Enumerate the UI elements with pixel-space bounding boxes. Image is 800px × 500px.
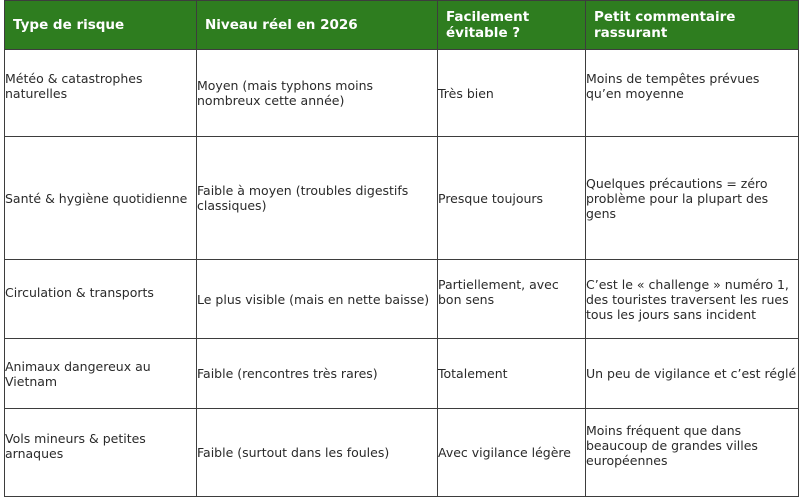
risk-table (4, 0, 799, 497)
table-header-row (5, 1, 799, 50)
risk-type-text: Santé & hygiène quotidienne (5, 190, 188, 206)
header-real-level: Niveau réel en 2026 (197, 1, 438, 50)
comment-text: Quelques précautions = zéro problème pour la plupart des gens (586, 175, 769, 221)
avoidable-text: Totalement (438, 366, 508, 381)
avoidable-cell (438, 339, 586, 409)
comment-cell (586, 137, 799, 260)
table-row (5, 339, 799, 409)
level-cell (197, 339, 438, 409)
table-row (5, 409, 799, 497)
comment-text: Moins de tempêtes prévues qu’en moyenne (586, 71, 760, 101)
risk-type-cell (5, 50, 197, 137)
comment-text: Moins fréquent que dans beaucoup de grandes villes européennes (586, 423, 758, 468)
risk-type-cell (5, 409, 197, 497)
header-comment: Petit commentaire rassurant (586, 1, 799, 50)
level-text: Faible à moyen (troubles digestifs classiques) (197, 183, 409, 213)
header-avoidable: Facilement évitable ? (438, 1, 586, 50)
risk-type-cell (5, 260, 197, 339)
risk-type-cell (5, 339, 197, 409)
comment-text: Un peu de vigilance et c’est réglé (586, 366, 797, 381)
avoidable-cell (438, 260, 586, 339)
level-cell (197, 260, 438, 339)
avoidable-cell (438, 409, 586, 497)
header-risk-type: Type de risque (5, 1, 197, 50)
risk-type-text: Vols mineurs & petites arnaques (5, 430, 146, 461)
risk-type-cell (5, 137, 197, 260)
table-row (5, 260, 799, 339)
avoidable-cell (438, 50, 586, 137)
level-cell (197, 409, 438, 497)
comment-cell (586, 260, 799, 339)
comment-cell (586, 409, 799, 497)
comment-text: C’est le « challenge » numéro 1, des touristes traversent les rues tous les jours sans incident (586, 276, 789, 322)
comment-cell (586, 339, 799, 409)
avoidable-text: Partiellement, avec bon sens (438, 277, 559, 307)
level-cell (197, 50, 438, 137)
table-row (5, 50, 799, 137)
avoidable-text: Presque toujours (438, 190, 544, 206)
level-text: Faible (rencontres très rares) (197, 366, 378, 381)
level-cell (197, 137, 438, 260)
risk-type-text: Animaux dangereux au Vietnam (5, 358, 151, 389)
table-row (5, 137, 799, 260)
avoidable-text: Avec vigilance légère (438, 444, 571, 460)
risk-type-text: Météo & catastrophes naturelles (5, 71, 143, 101)
level-text: Moyen (mais typhons moins nombreux cette année) (197, 78, 374, 108)
avoidable-text: Très bien (438, 85, 494, 101)
level-text: Faible (surtout dans les foules) (197, 445, 390, 460)
risk-type-text: Circulation & transports (5, 284, 154, 300)
avoidable-cell (438, 137, 586, 260)
level-text: Le plus visible (mais en nette baisse) (197, 291, 430, 307)
comment-cell (586, 50, 799, 137)
